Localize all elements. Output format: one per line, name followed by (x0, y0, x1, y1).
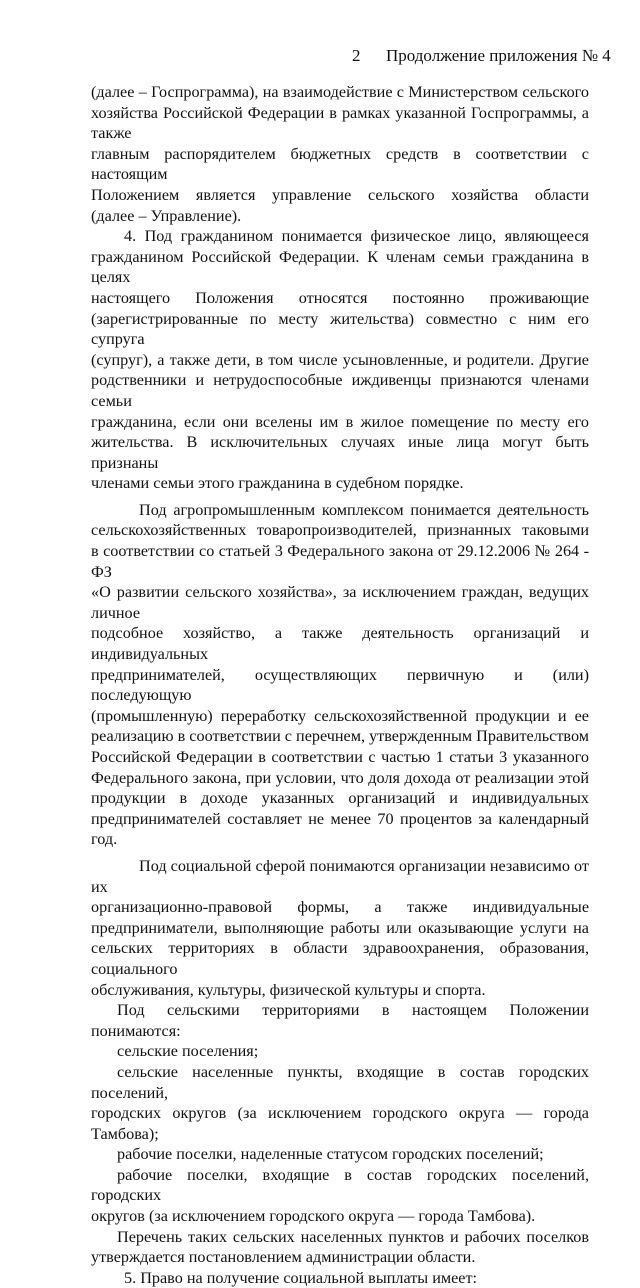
paragraph (91, 1062, 589, 1144)
text-line: подсобное хозяйство, а также деятельность организаций и индивидуальных (91, 624, 589, 664)
appendix-continuation-label: Продолжение приложения № 4 (386, 46, 611, 65)
paragraph (91, 1041, 589, 1062)
text-line: Перечень таких сельских населенных пунктов и рабочих поселков (117, 1227, 589, 1246)
text-line: Под сельскими территориями в настоящем Положении понимаются: (91, 1001, 589, 1040)
text-line: организационно-правовой формы, а также индивидуальные (91, 898, 589, 917)
text-line: рабочие поселки, наделенные статусом городских поселений; (117, 1145, 544, 1164)
document-body (91, 82, 589, 1288)
page-header (0, 46, 640, 68)
text-line: утверждается постановлением администрации области. (91, 1248, 476, 1267)
text-line: гражданина, если они вселены им в жилое помещение по месту его (91, 412, 589, 431)
text-line: гражданином Российской Федерации. К членам семьи гражданина в целях (91, 247, 589, 287)
text-line: (далее – Госпрограмма), на взаимодействие с Министерством сельского (91, 83, 589, 101)
text-line: предпринимателей составляет не менее 70 процентов за календарный год. (91, 809, 589, 849)
text-line: Под агропромышленным комплексом понимается деятельность (139, 500, 589, 519)
paragraph (91, 226, 589, 494)
paragraph (91, 1144, 589, 1165)
paragraph (91, 1227, 589, 1268)
text-line: сельские населенные пункты, входящие в состав городских поселений, (91, 1062, 589, 1102)
text-line: (далее – Управление). (91, 206, 242, 225)
paragraph (91, 1268, 589, 1288)
text-line: Российской Федерации в соответствии с частью 1 статьи 3 указанного (91, 748, 589, 766)
text-line: 5. Право на получение социальной выплаты имеет: (124, 1268, 478, 1287)
text-line: (промышленную) переработку сельскохозяйственной продукции и ее (91, 706, 589, 725)
text-line: продукции в доходе указанных организаций и индивидуальных (91, 789, 589, 808)
text-line: 4. Под гражданином понимается физическое лицо, являющееся (124, 227, 589, 246)
paragraph (91, 1000, 589, 1041)
text-line: родственники и нетрудоспособные иждивенцы признаются членами семьи (91, 371, 589, 410)
text-line: предприниматели, выполняющие работы или оказывающие услуги на (91, 918, 589, 937)
text-line: округов (за исключением городского округа — города Тамбова). (91, 1207, 536, 1226)
page-number: 2 (352, 46, 361, 65)
text-line: Федерального закона, при условии, что доля дохода от реализации этой (91, 768, 589, 787)
text-line: сельскохозяйственных товаропроизводителей, признанных таковыми (91, 521, 589, 540)
text-line: членами семьи этого гражданина в судебном порядке. (91, 474, 464, 493)
text-line: (супруг), а также дети, в том числе усыновленные, и родители. Другие (91, 350, 589, 369)
paragraph (91, 856, 589, 1000)
text-line: рабочие поселки, входящие в состав городских поселений, городских (91, 1165, 589, 1205)
text-line: (зарегистрированные по месту жительства) совместно с ним его супруга (91, 309, 589, 349)
paragraph (91, 1165, 589, 1227)
text-line: реализацию в соответствии с перечнем, утвержденным Правительством (91, 727, 589, 746)
text-line: сельские поселения; (117, 1042, 259, 1061)
text-line: Под социальной сферой понимаются организации независимо от их (91, 856, 589, 896)
text-line: главным распорядителем бюджетных средств в соответствии с настоящим (91, 144, 589, 184)
text-line: городских округов (за исключением городского округа — города Тамбова); (91, 1104, 589, 1143)
text-line: сельских территориях в области здравоохранения, образования, социального (91, 939, 589, 978)
text-line: Положением является управление сельского хозяйства области (91, 185, 589, 204)
text-line: настоящего Положения относятся постоянно проживающие (91, 288, 589, 307)
text-line: в соответствии со статьей 3 Федерального закона от 29.12.2006 № 264 - ФЗ (91, 542, 589, 581)
paragraph (91, 500, 589, 850)
text-line: обслуживания, культуры, физической культуры и спорта. (91, 980, 486, 999)
text-line: хозяйства Российской Федерации в рамках указанной Госпрограммы, а также (91, 103, 589, 143)
text-line: жительства. В исключительных случаях иные лица могут быть признаны (91, 433, 589, 472)
text-line: «О развитии сельского хозяйства», за исключением граждан, ведущих личное (91, 583, 589, 622)
paragraph (91, 82, 589, 226)
text-line: предпринимателей, осуществляющих первичную и (или) последующую (91, 665, 589, 705)
